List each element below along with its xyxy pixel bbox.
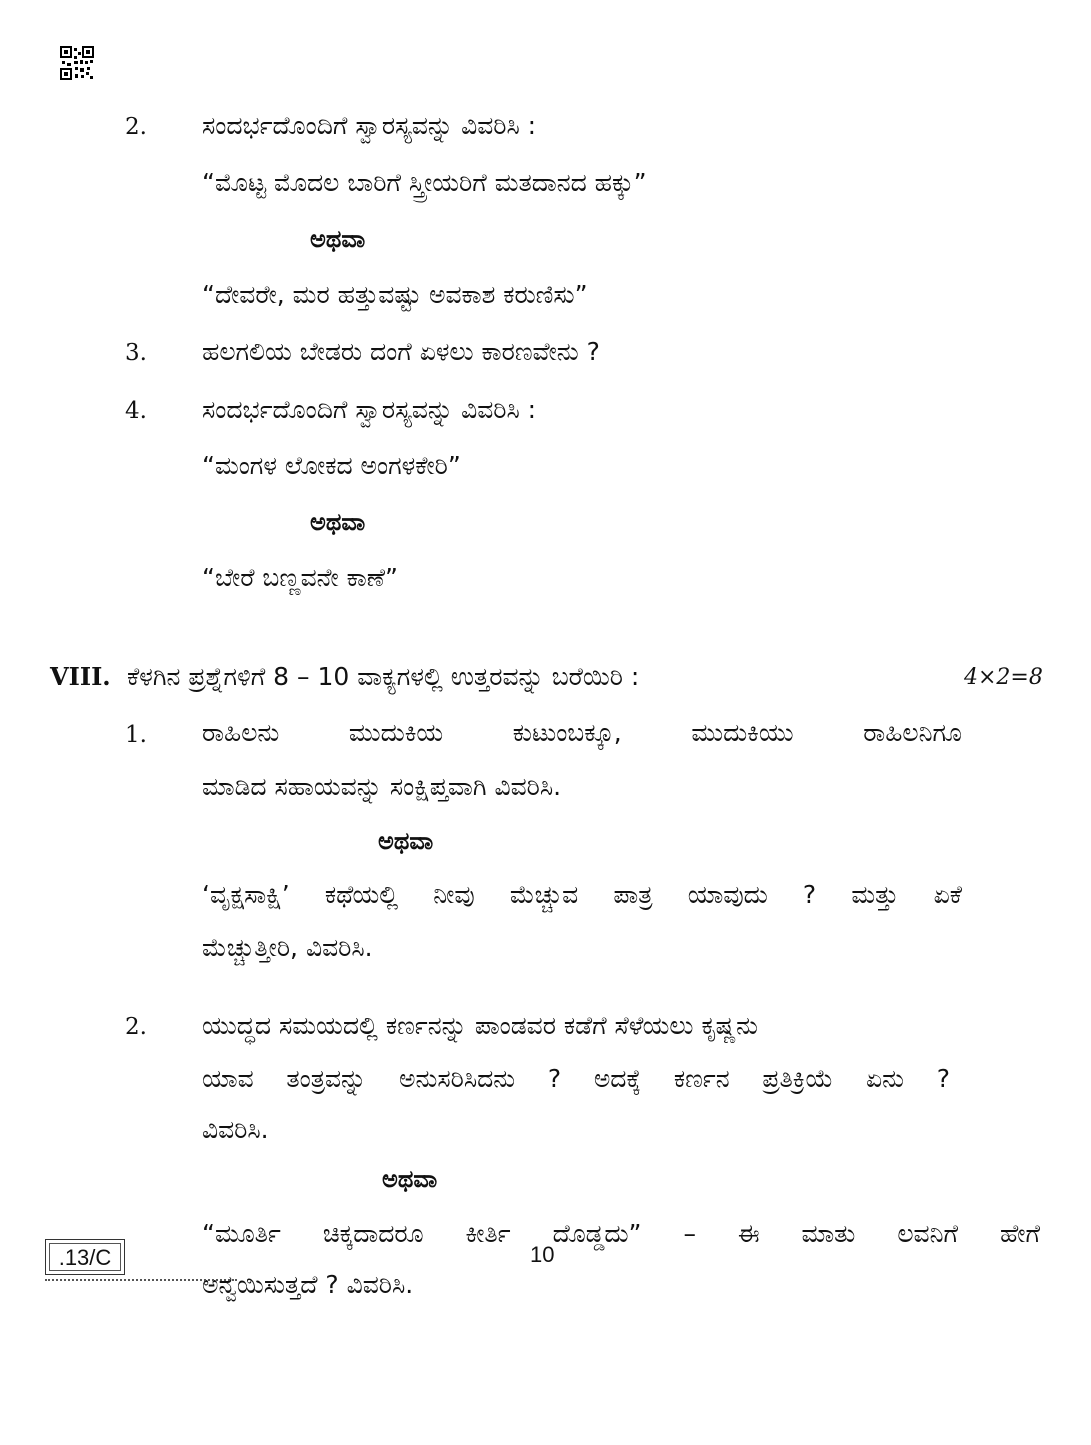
alternate-question-line: ಮೆಚ್ಚುತ್ತೀರಿ, ವಿವರಿಸಿ. (202, 933, 373, 962)
paper-code-box (45, 1239, 125, 1275)
question-line: ವಿವರಿಸಿ. (202, 1115, 269, 1144)
or-label: ಅಥವಾ (378, 827, 434, 855)
alternate-question-line: ‘ವೃಕ್ಷಸಾಕ್ಷಿ’ ಕಥೆಯಲ್ಲಿ ನೀವು ಮೆಚ್ಚುವ ಪಾತ್ರ ಯಾವುದು ? ಮತ್ತು ಏಕೆ (202, 880, 962, 909)
or-label: ಅಥವಾ (382, 1165, 438, 1193)
quote: “ಮೊಟ್ಟ ಮೊದಲ ಬಾರಿಗೆ ಸ್ತ್ರೀಯರಿಗೆ ಮತದಾನದ ಹಕ್ಕು” (202, 168, 647, 197)
question-number: 2. (125, 1014, 147, 1040)
section-marks: 4×2=8 (964, 665, 1043, 690)
question-line: ಮಾಡಿದ ಸಹಾಯವನ್ನು ಸಂಕ್ಷಿಪ್ತವಾಗಿ ವಿವರಿಸಿ. (202, 772, 562, 801)
paper-code: .13/C (49, 1243, 121, 1271)
question-line: ರಾಹಿಲನು ಮುದುಕಿಯ ಕುಟುಂಬಕ್ಕೂ, ಮುದುಕಿಯು ರಾಹಿಲನಿಗೂ (202, 718, 962, 747)
question-number: 4. (125, 398, 147, 424)
or-label: ಅಥವಾ (310, 508, 366, 536)
page-number: 10 (530, 1242, 555, 1267)
question-prompt: ಸಂದರ್ಭದೊಂದಿಗೆ ಸ್ವಾರಸ್ಯವನ್ನು ವಿವರಿಸಿ : (202, 395, 537, 424)
question-line: ಯುದ್ಧದ ಸಮಯದಲ್ಲಿ ಕರ್ಣನನ್ನು ಪಾಂಡವರ ಕಡೆಗೆ ಸೆಳೆಯಲು ಕೃಷ್ಣನು (202, 1011, 759, 1040)
alternate-quote: “ದೇವರೇ, ಮರ ಹತ್ತುವಷ್ಟು ಅವಕಾಶ ಕರುಣಿಸು” (202, 280, 588, 309)
question-number: 2. (125, 114, 147, 140)
section-instruction: ಕೆಳಗಿನ ಪ್ರಶ್ನೆಗಳಿಗೆ 8 – 10 ವಾಕ್ಯಗಳಲ್ಲಿ ಉತ್ತರವನ್ನು ಬರೆಯಿರಿ : (127, 662, 640, 691)
qr-code-icon (60, 46, 94, 80)
section-numeral: VIII. (50, 662, 111, 691)
dotted-rule (45, 1279, 237, 1281)
question-number: 3. (125, 340, 147, 366)
question-text: ಹಲಗಲಿಯ ಬೇಡರು ದಂಗೆ ಏಳಲು ಕಾರಣವೇನು ? (202, 337, 600, 366)
question-line: ಯಾವ ತಂತ್ರವನ್ನು ಅನುಸರಿಸಿದನು ? ಅದಕ್ಕೆ ಕರ್ಣನ ಪ್ರತಿಕ್ರಿಯೆ ಏನು ? (202, 1064, 950, 1093)
alternate-question-line: “ಮೂರ್ತಿ ಚಿಕ್ಕದಾದರೂ ಕೀರ್ತಿ ದೊಡ್ಡದು” – ಈ ಮಾತು ಲವನಿಗೆ ಹೇಗೆ (202, 1219, 1040, 1248)
alternate-quote: “ಬೇರೆ ಬಣ್ಣವನೇ ಕಾಣೆ” (202, 563, 398, 592)
question-prompt: ಸಂದರ್ಭದೊಂದಿಗೆ ಸ್ವಾರಸ್ಯವನ್ನು ವಿವರಿಸಿ : (202, 111, 537, 140)
question-number: 1. (125, 722, 147, 748)
or-label: ಅಥವಾ (310, 225, 366, 253)
alternate-question-line: ಅನ್ವಯಿಸುತ್ತದೆ ? ವಿವರಿಸಿ. (202, 1270, 414, 1299)
quote: “ಮಂಗಳ ಲೋಕದ ಅಂಗಳಕೇರಿ” (202, 451, 461, 480)
